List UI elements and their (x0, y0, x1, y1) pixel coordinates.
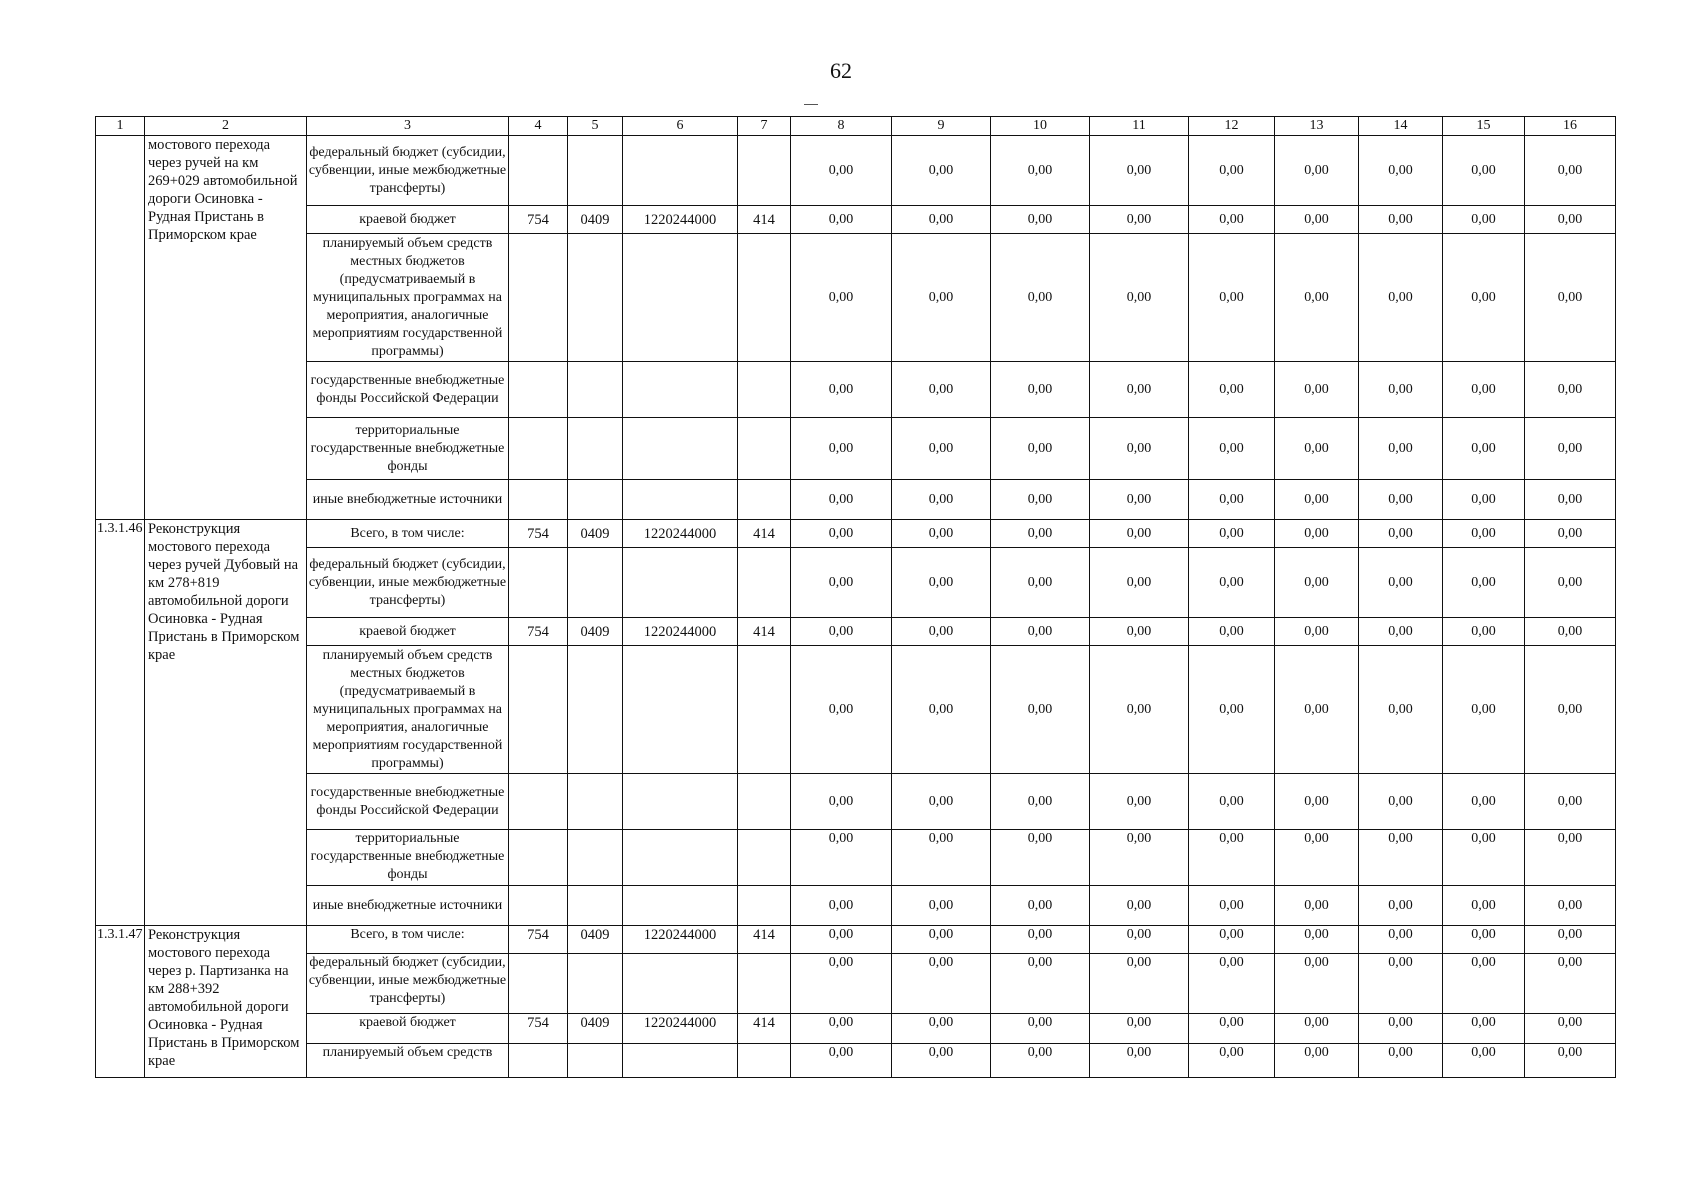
column-header-15: 15 (1443, 117, 1525, 136)
value-col-8: 0,00 (791, 480, 892, 520)
grbs-code: 754 (509, 520, 568, 548)
value-col-13: 0,00 (1275, 480, 1359, 520)
section-code (568, 136, 623, 206)
funding-source: краевой бюджет (307, 1014, 509, 1044)
target-article-code (623, 234, 738, 362)
value-col-12: 0,00 (1189, 1044, 1275, 1078)
section-code (568, 480, 623, 520)
value-col-9: 0,00 (892, 206, 991, 234)
grbs-code (509, 234, 568, 362)
value-col-8: 0,00 (791, 362, 892, 418)
value-col-10: 0,00 (991, 954, 1090, 1014)
value-col-13: 0,00 (1275, 774, 1359, 830)
column-header-12: 12 (1189, 117, 1275, 136)
value-col-15: 0,00 (1443, 646, 1525, 774)
expense-type-code (738, 774, 791, 830)
value-col-11: 0,00 (1090, 206, 1189, 234)
expense-type-code (738, 548, 791, 618)
column-header-8: 8 (791, 117, 892, 136)
grbs-code (509, 774, 568, 830)
value-col-11: 0,00 (1090, 618, 1189, 646)
value-col-16: 0,00 (1525, 1014, 1616, 1044)
value-col-16: 0,00 (1525, 1044, 1616, 1078)
value-col-12: 0,00 (1189, 480, 1275, 520)
value-col-9: 0,00 (892, 480, 991, 520)
value-col-10: 0,00 (991, 418, 1090, 480)
column-header-3: 3 (307, 117, 509, 136)
value-col-11: 0,00 (1090, 362, 1189, 418)
section-code: 0409 (568, 926, 623, 954)
value-col-8: 0,00 (791, 520, 892, 548)
value-col-11: 0,00 (1090, 418, 1189, 480)
funding-source: государственные внебюджетные фонды Российской Федерации (307, 362, 509, 418)
grbs-code (509, 548, 568, 618)
value-col-10: 0,00 (991, 234, 1090, 362)
expense-type-code (738, 830, 791, 886)
value-col-13: 0,00 (1275, 618, 1359, 646)
value-col-13: 0,00 (1275, 548, 1359, 618)
value-col-10: 0,00 (991, 480, 1090, 520)
section-code: 0409 (568, 618, 623, 646)
value-col-12: 0,00 (1189, 520, 1275, 548)
value-col-12: 0,00 (1189, 206, 1275, 234)
value-col-15: 0,00 (1443, 954, 1525, 1014)
value-col-8: 0,00 (791, 418, 892, 480)
value-col-16: 0,00 (1525, 206, 1616, 234)
table-row (96, 618, 1616, 646)
value-col-13: 0,00 (1275, 646, 1359, 774)
value-col-14: 0,00 (1359, 234, 1443, 362)
value-col-14: 0,00 (1359, 774, 1443, 830)
funding-source: федеральный бюджет (субсидии, субвенции, иные межбюджетные трансферты) (307, 954, 509, 1014)
value-col-8: 0,00 (791, 830, 892, 886)
value-col-9: 0,00 (892, 520, 991, 548)
table-row (96, 830, 1616, 886)
section-code: 0409 (568, 1014, 623, 1044)
section-code (568, 234, 623, 362)
value-col-10: 0,00 (991, 548, 1090, 618)
expense-type-code (738, 362, 791, 418)
value-col-14: 0,00 (1359, 954, 1443, 1014)
value-col-10: 0,00 (991, 886, 1090, 926)
value-col-14: 0,00 (1359, 926, 1443, 954)
target-article-code (623, 136, 738, 206)
value-col-12: 0,00 (1189, 548, 1275, 618)
value-col-10: 0,00 (991, 362, 1090, 418)
section-code (568, 954, 623, 1014)
value-col-13: 0,00 (1275, 1014, 1359, 1044)
value-col-10: 0,00 (991, 618, 1090, 646)
table-row (96, 480, 1616, 520)
value-col-13: 0,00 (1275, 362, 1359, 418)
expense-type-code: 414 (738, 618, 791, 646)
value-col-11: 0,00 (1090, 1014, 1189, 1044)
expense-type-code (738, 234, 791, 362)
value-col-14: 0,00 (1359, 1014, 1443, 1044)
funding-source: территориальные государственные внебюджетные фонды (307, 418, 509, 480)
item-name: Реконструкция мостового перехода через ручей Дубовый на км 278+819 автомобильной дороги Осиновка - Рудная Пристань в Приморском крае (145, 520, 307, 926)
value-col-13: 0,00 (1275, 954, 1359, 1014)
value-col-15: 0,00 (1443, 234, 1525, 362)
value-col-12: 0,00 (1189, 362, 1275, 418)
value-col-14: 0,00 (1359, 618, 1443, 646)
table-row (96, 926, 1616, 954)
target-article-code: 1220244000 (623, 618, 738, 646)
funding-source: иные внебюджетные источники (307, 886, 509, 926)
value-col-10: 0,00 (991, 1014, 1090, 1044)
value-col-13: 0,00 (1275, 830, 1359, 886)
target-article-code (623, 886, 738, 926)
table-row (96, 954, 1616, 1014)
column-header-5: 5 (568, 117, 623, 136)
table-row (96, 646, 1616, 774)
value-col-12: 0,00 (1189, 234, 1275, 362)
value-col-9: 0,00 (892, 926, 991, 954)
value-col-10: 0,00 (991, 830, 1090, 886)
value-col-10: 0,00 (991, 646, 1090, 774)
value-col-16: 0,00 (1525, 418, 1616, 480)
column-header-16: 16 (1525, 117, 1616, 136)
value-col-14: 0,00 (1359, 520, 1443, 548)
section-code: 0409 (568, 206, 623, 234)
table-row (96, 136, 1616, 206)
value-col-15: 0,00 (1443, 548, 1525, 618)
value-col-11: 0,00 (1090, 886, 1189, 926)
expense-type-code: 414 (738, 926, 791, 954)
value-col-15: 0,00 (1443, 830, 1525, 886)
value-col-10: 0,00 (991, 136, 1090, 206)
expense-type-code: 414 (738, 1014, 791, 1044)
value-col-9: 0,00 (892, 1014, 991, 1044)
section-code (568, 548, 623, 618)
target-article-code (623, 954, 738, 1014)
value-col-14: 0,00 (1359, 480, 1443, 520)
value-col-10: 0,00 (991, 520, 1090, 548)
value-col-12: 0,00 (1189, 618, 1275, 646)
target-article-code (623, 548, 738, 618)
value-col-10: 0,00 (991, 206, 1090, 234)
value-col-16: 0,00 (1525, 830, 1616, 886)
header-row (96, 117, 1616, 136)
target-article-code (623, 362, 738, 418)
grbs-code (509, 136, 568, 206)
value-col-11: 0,00 (1090, 480, 1189, 520)
value-col-15: 0,00 (1443, 886, 1525, 926)
grbs-code (509, 480, 568, 520)
value-col-9: 0,00 (892, 1044, 991, 1078)
column-header-9: 9 (892, 117, 991, 136)
column-header-7: 7 (738, 117, 791, 136)
section-code: 0409 (568, 520, 623, 548)
table-row (96, 206, 1616, 234)
target-article-code (623, 774, 738, 830)
funding-source: краевой бюджет (307, 618, 509, 646)
value-col-16: 0,00 (1525, 618, 1616, 646)
value-col-8: 0,00 (791, 136, 892, 206)
value-col-11: 0,00 (1090, 520, 1189, 548)
grbs-code (509, 886, 568, 926)
table-row (96, 1014, 1616, 1044)
funding-source: федеральный бюджет (субсидии, субвенции, иные межбюджетные трансферты) (307, 136, 509, 206)
value-col-8: 0,00 (791, 1044, 892, 1078)
value-col-16: 0,00 (1525, 954, 1616, 1014)
column-header-13: 13 (1275, 117, 1359, 136)
value-col-8: 0,00 (791, 206, 892, 234)
value-col-14: 0,00 (1359, 136, 1443, 206)
value-col-13: 0,00 (1275, 136, 1359, 206)
table-row (96, 362, 1616, 418)
value-col-16: 0,00 (1525, 926, 1616, 954)
target-article-code: 1220244000 (623, 206, 738, 234)
item-number: 1.3.1.46 (96, 520, 145, 926)
value-col-9: 0,00 (892, 548, 991, 618)
value-col-9: 0,00 (892, 136, 991, 206)
value-col-13: 0,00 (1275, 520, 1359, 548)
funding-source: Всего, в том числе: (307, 926, 509, 954)
value-col-13: 0,00 (1275, 206, 1359, 234)
value-col-14: 0,00 (1359, 362, 1443, 418)
funding-source: планируемый объем средств (307, 1044, 509, 1078)
grbs-code: 754 (509, 206, 568, 234)
value-col-13: 0,00 (1275, 1044, 1359, 1078)
value-col-15: 0,00 (1443, 618, 1525, 646)
column-header-2: 2 (145, 117, 307, 136)
value-col-9: 0,00 (892, 954, 991, 1014)
funding-source: федеральный бюджет (субсидии, субвенции, иные межбюджетные трансферты) (307, 548, 509, 618)
value-col-15: 0,00 (1443, 1044, 1525, 1078)
value-col-16: 0,00 (1525, 362, 1616, 418)
table-row (96, 234, 1616, 362)
value-col-12: 0,00 (1189, 136, 1275, 206)
target-article-code (623, 646, 738, 774)
grbs-code: 754 (509, 926, 568, 954)
value-col-8: 0,00 (791, 646, 892, 774)
section-code (568, 774, 623, 830)
grbs-code (509, 954, 568, 1014)
column-header-14: 14 (1359, 117, 1443, 136)
item-number: 1.3.1.47 (96, 926, 145, 1078)
value-col-12: 0,00 (1189, 830, 1275, 886)
value-col-15: 0,00 (1443, 774, 1525, 830)
value-col-9: 0,00 (892, 362, 991, 418)
expense-type-code (738, 954, 791, 1014)
value-col-12: 0,00 (1189, 774, 1275, 830)
column-header-11: 11 (1090, 117, 1189, 136)
grbs-code (509, 1044, 568, 1078)
value-col-16: 0,00 (1525, 886, 1616, 926)
value-col-11: 0,00 (1090, 136, 1189, 206)
value-col-16: 0,00 (1525, 480, 1616, 520)
section-code (568, 830, 623, 886)
value-col-9: 0,00 (892, 830, 991, 886)
section-code (568, 1044, 623, 1078)
grbs-code (509, 362, 568, 418)
value-col-15: 0,00 (1443, 206, 1525, 234)
value-col-11: 0,00 (1090, 548, 1189, 618)
value-col-12: 0,00 (1189, 926, 1275, 954)
value-col-16: 0,00 (1525, 136, 1616, 206)
value-col-16: 0,00 (1525, 234, 1616, 362)
section-code (568, 418, 623, 480)
funding-source: планируемый объем средств местных бюджетов (предусматриваемый в муниципальных программах на мероприятия, аналогичные мероприятиям государственной программы) (307, 646, 509, 774)
column-header-4: 4 (509, 117, 568, 136)
section-code (568, 362, 623, 418)
expense-type-code (738, 418, 791, 480)
item-name: мостового перехода через ручей на км 269+029 автомобильной дороги Осиновка - Рудная Пристань в Приморском крае (145, 136, 307, 520)
value-col-11: 0,00 (1090, 1044, 1189, 1078)
table-row (96, 774, 1616, 830)
value-col-14: 0,00 (1359, 1044, 1443, 1078)
value-col-11: 0,00 (1090, 926, 1189, 954)
target-article-code: 1220244000 (623, 926, 738, 954)
budget-table (95, 116, 1616, 1078)
expense-type-code (738, 886, 791, 926)
value-col-15: 0,00 (1443, 418, 1525, 480)
value-col-15: 0,00 (1443, 926, 1525, 954)
funding-source: планируемый объем средств местных бюджетов (предусматриваемый в муниципальных программах на мероприятия, аналогичные мероприятиям государственной программы) (307, 234, 509, 362)
value-col-16: 0,00 (1525, 520, 1616, 548)
table-row (96, 548, 1616, 618)
value-col-9: 0,00 (892, 774, 991, 830)
target-article-code: 1220244000 (623, 520, 738, 548)
item-name: Реконструкция мостового перехода через р. Партизанка на км 288+392 автомобильной дороги Осиновка - Рудная Пристань в Приморском крае (145, 926, 307, 1078)
column-header-6: 6 (623, 117, 738, 136)
value-col-12: 0,00 (1189, 646, 1275, 774)
value-col-16: 0,00 (1525, 646, 1616, 774)
value-col-15: 0,00 (1443, 520, 1525, 548)
value-col-9: 0,00 (892, 234, 991, 362)
value-col-11: 0,00 (1090, 830, 1189, 886)
table-body (96, 117, 1616, 1078)
value-col-14: 0,00 (1359, 418, 1443, 480)
target-article-code (623, 480, 738, 520)
value-col-13: 0,00 (1275, 234, 1359, 362)
page-number: 62 (830, 58, 852, 83)
target-article-code (623, 418, 738, 480)
value-col-12: 0,00 (1189, 418, 1275, 480)
funding-source: краевой бюджет (307, 206, 509, 234)
value-col-15: 0,00 (1443, 362, 1525, 418)
target-article-code (623, 830, 738, 886)
expense-type-code (738, 1044, 791, 1078)
grbs-code (509, 418, 568, 480)
value-col-11: 0,00 (1090, 774, 1189, 830)
value-col-9: 0,00 (892, 886, 991, 926)
section-code (568, 646, 623, 774)
value-col-9: 0,00 (892, 418, 991, 480)
funding-source: Всего, в том числе: (307, 520, 509, 548)
value-col-16: 0,00 (1525, 774, 1616, 830)
expense-type-code: 414 (738, 206, 791, 234)
value-col-12: 0,00 (1189, 954, 1275, 1014)
value-col-8: 0,00 (791, 548, 892, 618)
value-col-10: 0,00 (991, 926, 1090, 954)
grbs-code (509, 830, 568, 886)
value-col-14: 0,00 (1359, 646, 1443, 774)
table-row (96, 886, 1616, 926)
value-col-11: 0,00 (1090, 646, 1189, 774)
value-col-10: 0,00 (991, 774, 1090, 830)
value-col-13: 0,00 (1275, 886, 1359, 926)
value-col-14: 0,00 (1359, 206, 1443, 234)
value-col-16: 0,00 (1525, 548, 1616, 618)
grbs-code: 754 (509, 1014, 568, 1044)
grbs-code: 754 (509, 618, 568, 646)
table-row (96, 418, 1616, 480)
table-row (96, 520, 1616, 548)
scan-mark (804, 104, 818, 105)
value-col-9: 0,00 (892, 618, 991, 646)
expense-type-code (738, 136, 791, 206)
value-col-12: 0,00 (1189, 886, 1275, 926)
value-col-8: 0,00 (791, 774, 892, 830)
expense-type-code: 414 (738, 520, 791, 548)
value-col-13: 0,00 (1275, 418, 1359, 480)
value-col-8: 0,00 (791, 954, 892, 1014)
value-col-11: 0,00 (1090, 954, 1189, 1014)
value-col-8: 0,00 (791, 1014, 892, 1044)
value-col-12: 0,00 (1189, 1014, 1275, 1044)
value-col-13: 0,00 (1275, 926, 1359, 954)
target-article-code: 1220244000 (623, 1014, 738, 1044)
value-col-15: 0,00 (1443, 136, 1525, 206)
value-col-15: 0,00 (1443, 1014, 1525, 1044)
grbs-code (509, 646, 568, 774)
column-header-1: 1 (96, 117, 145, 136)
value-col-8: 0,00 (791, 618, 892, 646)
table-row (96, 1044, 1616, 1078)
value-col-11: 0,00 (1090, 234, 1189, 362)
value-col-8: 0,00 (791, 926, 892, 954)
value-col-10: 0,00 (991, 1044, 1090, 1078)
expense-type-code (738, 646, 791, 774)
column-header-10: 10 (991, 117, 1090, 136)
value-col-9: 0,00 (892, 646, 991, 774)
section-code (568, 886, 623, 926)
value-col-14: 0,00 (1359, 830, 1443, 886)
value-col-15: 0,00 (1443, 480, 1525, 520)
target-article-code (623, 1044, 738, 1078)
item-number (96, 136, 145, 520)
value-col-8: 0,00 (791, 234, 892, 362)
funding-source: государственные внебюджетные фонды Российской Федерации (307, 774, 509, 830)
funding-source: территориальные государственные внебюджетные фонды (307, 830, 509, 886)
funding-source: иные внебюджетные источники (307, 480, 509, 520)
expense-type-code (738, 480, 791, 520)
value-col-8: 0,00 (791, 886, 892, 926)
value-col-14: 0,00 (1359, 886, 1443, 926)
value-col-14: 0,00 (1359, 548, 1443, 618)
